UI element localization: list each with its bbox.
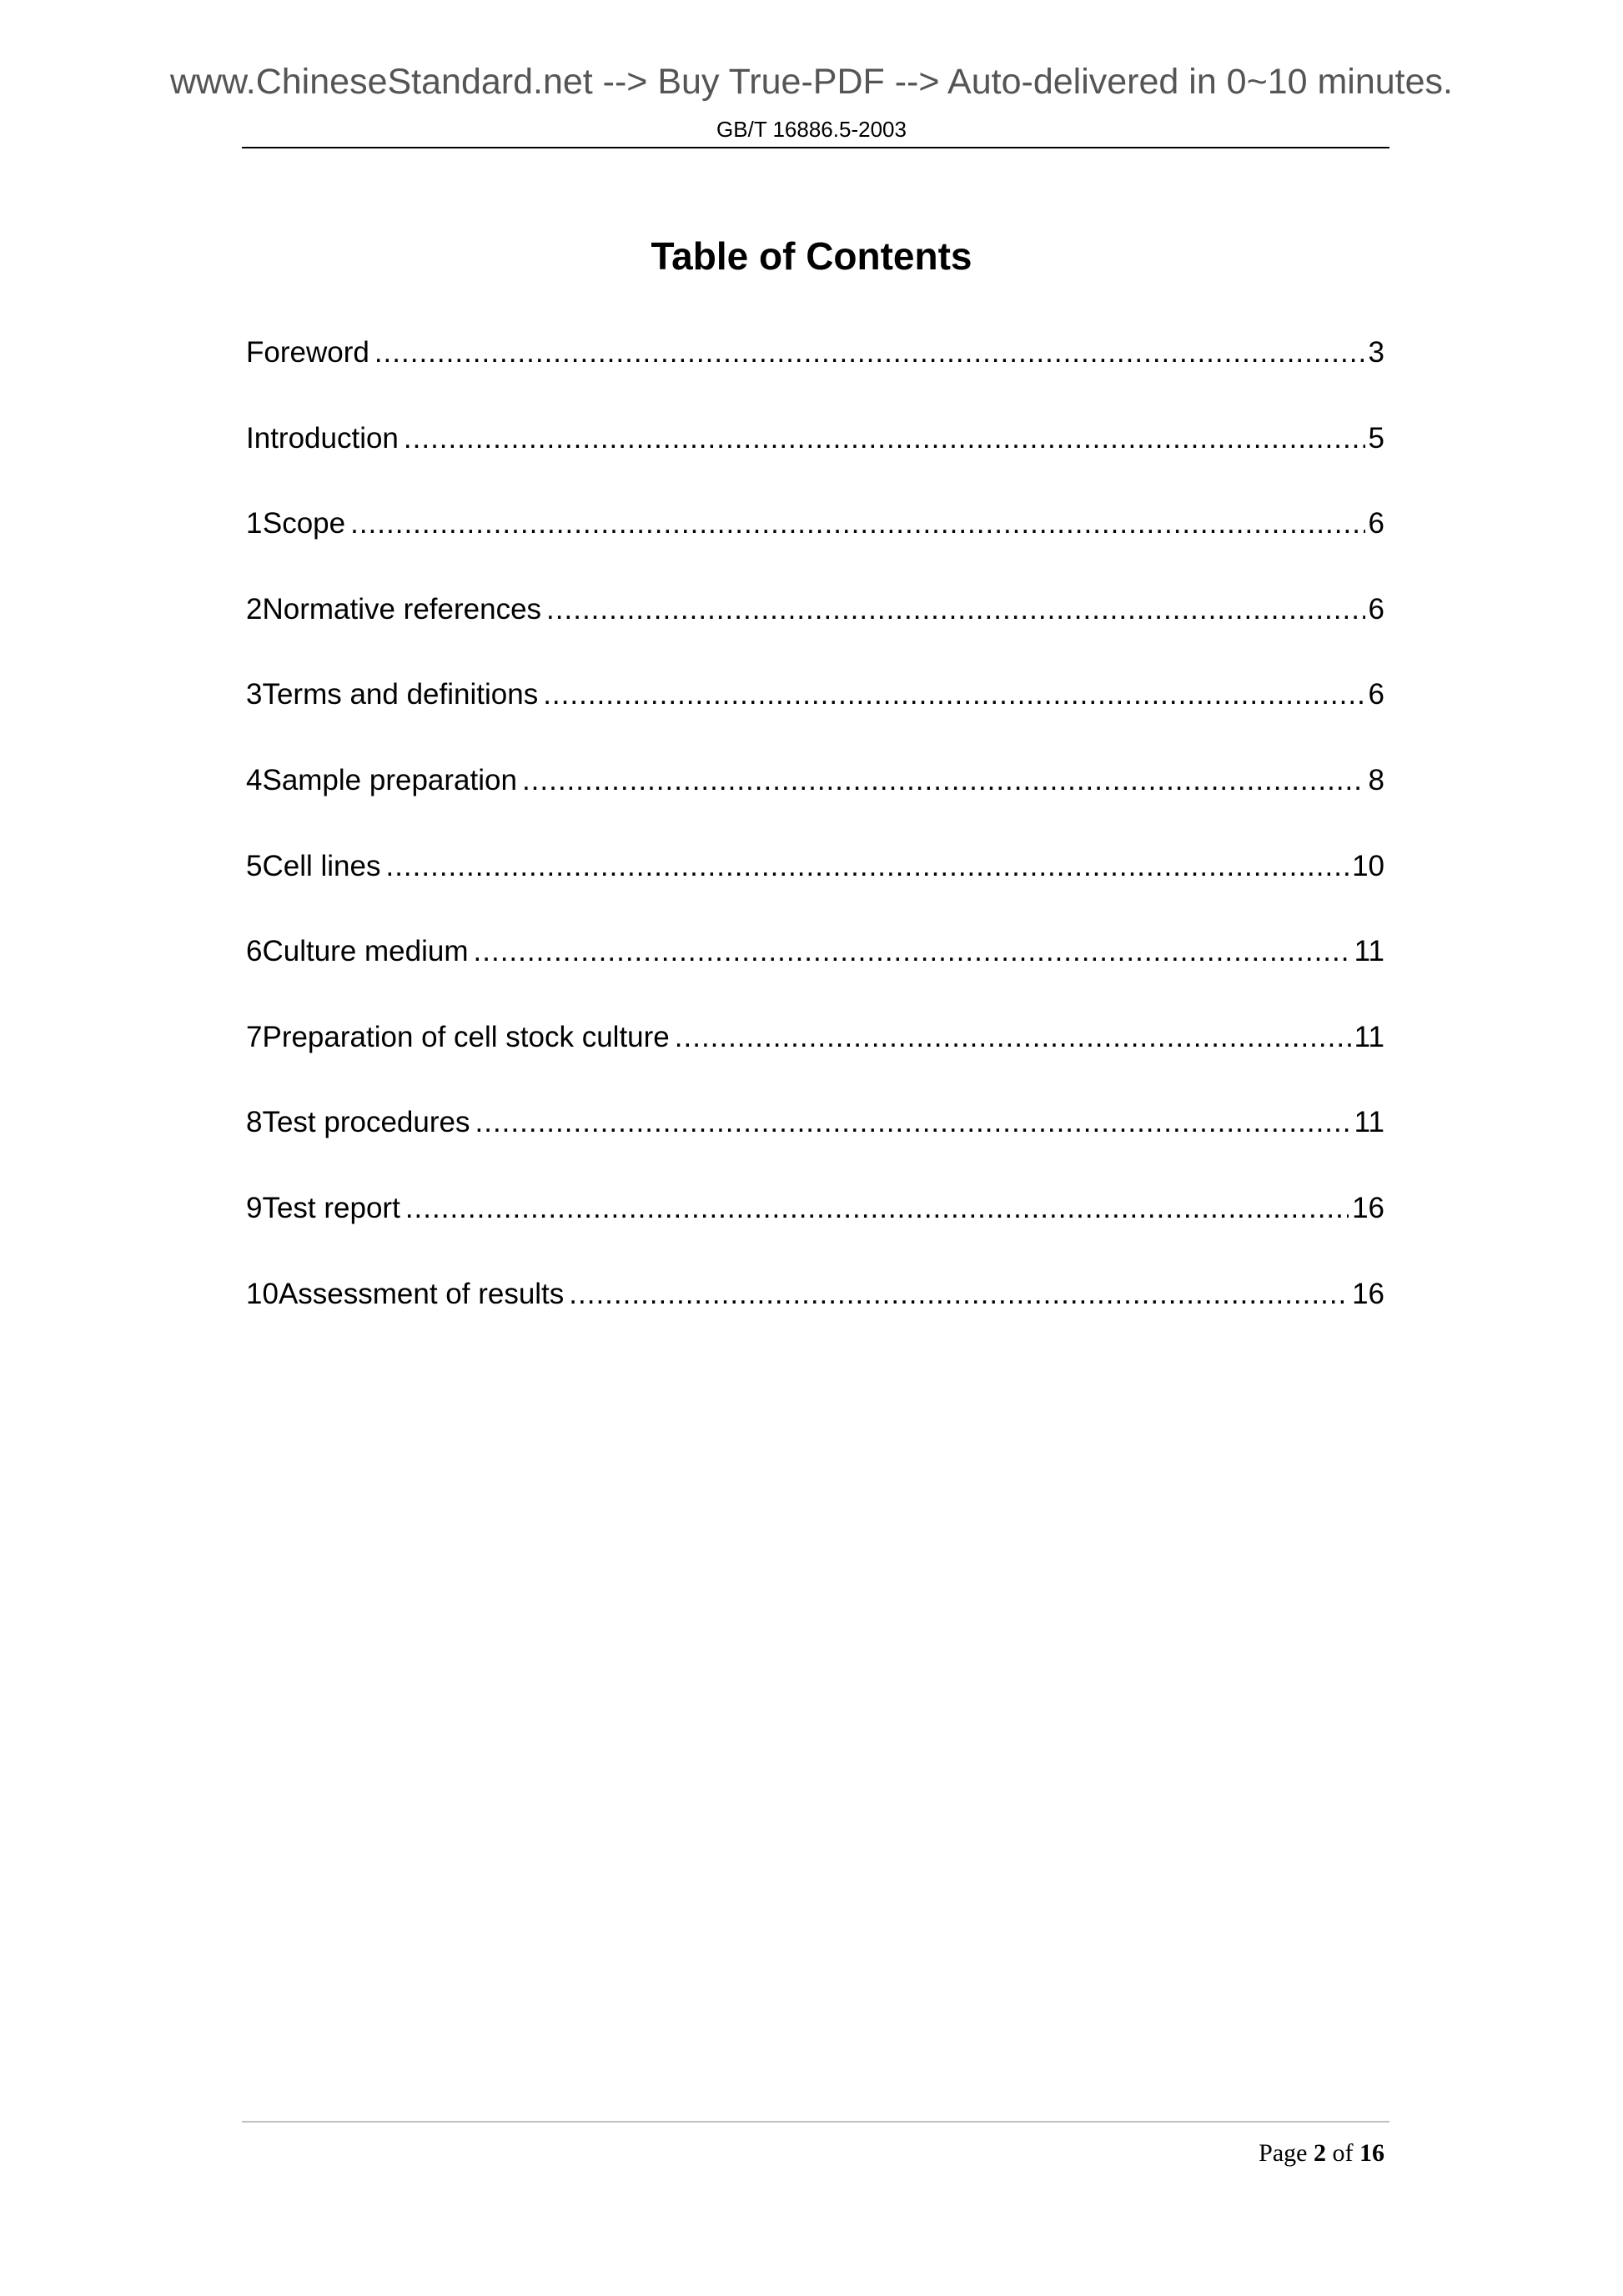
toc-entry-label: Cell lines (262, 849, 381, 882)
toc-leader-dots (374, 330, 1365, 375)
page-word: Page (1259, 2139, 1308, 2167)
toc-entry-number: 7 (246, 1020, 263, 1053)
toc-leader-dots (385, 844, 1349, 889)
toc-leader-dots (543, 672, 1364, 717)
toc-leader-dots (675, 1015, 1351, 1060)
toc-entry-page: 5 (1368, 421, 1384, 455)
header-rule (242, 147, 1389, 148)
toc-entry-page: 8 (1368, 763, 1384, 796)
toc-entry-test-report[interactable] (246, 1186, 1384, 1272)
toc-entry-preparation-of-cell-stock-culture[interactable] (246, 1015, 1384, 1101)
toc-leader-dots (474, 929, 1351, 974)
toc-entry-sample-preparation[interactable] (246, 758, 1384, 844)
toc-leader-dots (405, 1186, 1349, 1231)
toc-entry-page: 16 (1352, 1277, 1384, 1310)
toc-entry-number: 6 (246, 935, 263, 968)
toc-entry-label: Test procedures (262, 1106, 470, 1139)
toc-entry-cell-lines[interactable] (246, 844, 1384, 930)
toc-entry-label: Test report (262, 1191, 400, 1224)
toc-entry-number: 10 (246, 1277, 279, 1310)
toc-entry-page: 10 (1352, 849, 1384, 882)
toc-entry-page: 11 (1354, 1020, 1384, 1053)
toc-entry-scope[interactable] (246, 501, 1384, 587)
toc-entry-label: Preparation of cell stock culture (262, 1020, 670, 1053)
toc-entry-page: 6 (1368, 678, 1384, 711)
toc-entry-number: 5 (246, 849, 263, 882)
toc-entry-assessment-of-results[interactable] (246, 1272, 1384, 1358)
table-of-contents (246, 330, 1384, 1357)
toc-entry-number: 2 (246, 592, 263, 625)
toc-leader-dots (350, 501, 1364, 546)
toc-entry-label: Terms and definitions (262, 678, 539, 711)
total-page-count: 16 (1359, 2139, 1384, 2167)
toc-entry-label: Introduction (246, 421, 399, 455)
toc-entry-label: Foreword (246, 336, 369, 369)
toc-entry-number: 3 (246, 678, 263, 711)
site-banner: www.ChineseStandard.net --> Buy True-PDF --> Auto-delivered in 0~10 minutes. (169, 62, 1453, 102)
toc-entry-terms-and-definitions[interactable] (246, 672, 1384, 758)
toc-entry-page: 3 (1368, 336, 1384, 369)
toc-entry-normative-references[interactable] (246, 587, 1384, 673)
toc-entry-test-procedures[interactable] (246, 1100, 1384, 1186)
toc-entry-number: 9 (246, 1191, 263, 1224)
toc-leader-dots (546, 587, 1364, 632)
toc-title: Table of Contents (651, 234, 972, 278)
toc-leader-dots (475, 1100, 1351, 1145)
toc-entry-page: 6 (1368, 507, 1384, 540)
toc-entry-page: 6 (1368, 592, 1384, 625)
toc-entry-label: Scope (262, 507, 346, 540)
toc-entry-label: Culture medium (262, 935, 469, 968)
toc-entry-introduction[interactable] (246, 416, 1384, 502)
toc-entry-page: 16 (1352, 1191, 1384, 1224)
toc-entry-page: 11 (1354, 1106, 1384, 1139)
toc-entry-number: 4 (246, 763, 263, 796)
toc-leader-dots (522, 758, 1365, 803)
current-page-number: 2 (1314, 2139, 1326, 2167)
toc-entry-page: 11 (1354, 935, 1384, 968)
document-number: GB/T 16886.5-2003 (716, 117, 907, 142)
toc-entry-label: Assessment of results (278, 1277, 565, 1310)
toc-entry-foreword[interactable] (246, 330, 1384, 416)
toc-leader-dots (569, 1272, 1349, 1317)
toc-entry-label: Normative references (262, 592, 542, 625)
toc-entry-number: 1 (246, 507, 263, 540)
toc-entry-culture-medium[interactable] (246, 929, 1384, 1015)
toc-entry-number: 8 (246, 1106, 263, 1139)
of-word: of (1332, 2139, 1354, 2167)
toc-leader-dots (404, 416, 1365, 461)
page-number-footer (1259, 2139, 1384, 2168)
toc-entry-label: Sample preparation (262, 763, 517, 796)
footer-rule (242, 2121, 1389, 2123)
